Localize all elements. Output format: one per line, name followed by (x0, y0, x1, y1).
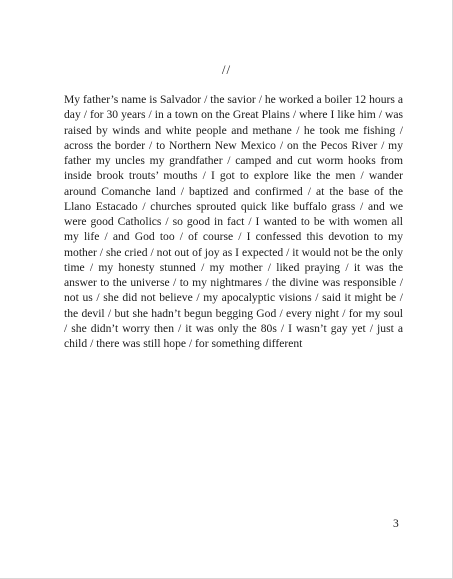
page-number: 3 (393, 518, 399, 530)
poem-body: My father’s name is Salvador / the savior / he worked a boiler 12 hours a day / for 30 years / in a town on the Great Plains / where I like him / was raised by winds and white people and methane / he took me fishing / across the border / to Northern New Mexico / on the Pecos River / my father my uncles my grandfather / camped and cut worm hooks from inside brook trouts’ mouths / I got to explore like the men / wander around Comanche land / baptized and confirmed / at the base of the Llano Estacado / churches sprouted quick like buffalo grass / and we were good Catholics / so good in fact / I wanted to be with women all my life / and God too / of course / I confessed this devotion to my mother / she cried / not out of joy as I expected / it would not be the only time / my honesty stunned / my mother / liked praying / it was the answer to the universe / to my nightmares / the divine was responsible / not us / she did not believe / my apocalyptic visions / said it might be / the devil / but she hadn’t begun begging God / every night / for my soul / she didn’t worry then / it was only the 80s / I wasn’t gay yet / just a child / there was still hope / for something different (64, 93, 403, 350)
section-mark: // (221, 62, 232, 77)
